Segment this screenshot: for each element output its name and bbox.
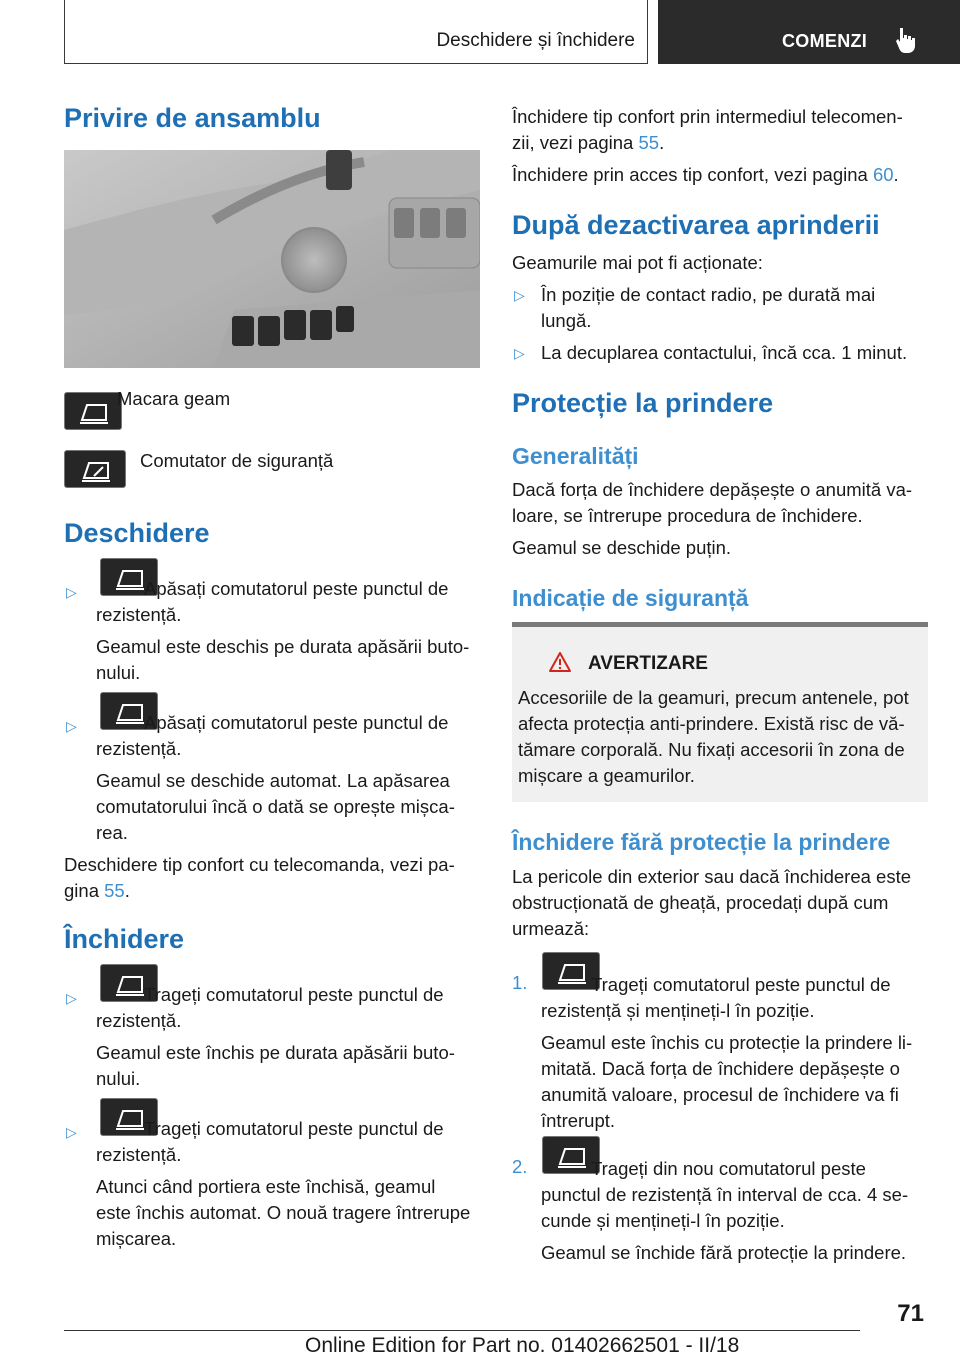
open-item-2-line1: Apăsați comutatorul peste punctul de — [144, 712, 449, 733]
protect-title: Protecție la prindere — [512, 388, 774, 418]
close-item-1-line1: Trageți comutatorul peste punctul de — [144, 984, 444, 1005]
step-2-number: 2. — [512, 1156, 528, 1177]
hand-pointer-icon — [894, 26, 920, 54]
warning-box — [512, 622, 928, 802]
open-title: Deschidere — [64, 518, 210, 548]
noprot-title: Închidere fără protecție la prindere — [512, 829, 891, 855]
open-note-line1: Deschidere tip confort cu telecomanda, vezi pa- — [64, 854, 455, 875]
door-window-switch-photo — [64, 150, 480, 368]
after-title: După dezactivarea aprinderii — [512, 210, 880, 240]
open-item-1-sub1: Geamul este deschis pe durata apăsării buto- — [96, 636, 470, 657]
page-link[interactable]: 60 — [872, 164, 894, 185]
step-1-line1: Trageți comutatorul peste punctul de — [591, 974, 891, 995]
step-2-line1: Trageți din nou comutatorul peste — [591, 1158, 866, 1179]
open-item-2-sub3: rea. — [96, 822, 128, 843]
noprot-line3: urmează: — [512, 918, 590, 939]
page-number: 71 — [897, 1300, 924, 1327]
safety-title: Indicație de siguranță — [512, 585, 749, 611]
general-line2: loare, se întrerupe procedura de închidere. — [512, 505, 863, 526]
step-1-sub4: întrerupt. — [541, 1110, 616, 1131]
step-2-line2: punctul de rezistență în interval de cca. 4 se- — [541, 1184, 909, 1205]
close-item-2-sub3: mișcarea. — [96, 1228, 177, 1249]
bullet-triangle: ▷ — [66, 990, 77, 1006]
open-item-1-sub2: nului. — [96, 662, 141, 683]
overview-title: Privire de ansamblu — [64, 103, 321, 133]
warning-line4: mișcare a geamurilor. — [518, 765, 695, 786]
step-1-line2: rezistență și mențineți-l în poziție. — [541, 1000, 815, 1021]
bullet-triangle: ▷ — [66, 584, 77, 600]
safety-switch-icon — [64, 450, 126, 488]
after-item-1-line1: În poziție de contact radio, pe durată mai — [541, 284, 876, 305]
open-item-2-sub2: comutatorului încă o dată se oprește mișca- — [96, 796, 455, 817]
after-item-1-line2: lungă. — [541, 310, 592, 331]
after-text: Geamurile mai pot fi acționate: — [512, 252, 763, 273]
step-1-number: 1. — [512, 972, 528, 993]
intro-1-line1: Închidere tip confort prin intermediul telecomen- — [512, 106, 903, 127]
close-item-2-sub1: Atunci când portiera este închisă, geamul — [96, 1176, 436, 1197]
bullet-triangle: ▷ — [514, 345, 525, 361]
close-title: Închidere — [64, 924, 185, 954]
step-2-sub2: Geamul se închide fără protecție la prindere. — [541, 1242, 907, 1263]
window-lifter-icon — [64, 392, 122, 430]
close-item-1-sub1: Geamul este închis pe durata apăsării buto- — [96, 1042, 455, 1063]
close-item-1-sub2: nului. — [96, 1068, 141, 1089]
header-tab-label: COMENZI — [782, 31, 868, 51]
step-1-sub1: Geamul este închis cu protecție la prindere li- — [541, 1032, 913, 1053]
header-tab[interactable] — [658, 0, 960, 64]
bullet-triangle: ▷ — [66, 1124, 77, 1140]
noprot-line1: La pericole din exterior sau dacă închiderea este — [512, 866, 912, 887]
warning-line1: Accesoriile de la geamuri, precum antenele, pot — [518, 687, 909, 708]
close-item-2-sub2: este închis automat. O nouă tragere întrerupe — [96, 1202, 471, 1223]
header-section-box — [64, 0, 648, 64]
step-1-sub3: anumită valoare, procesul de închidere va fi — [541, 1084, 899, 1105]
footer-edition: Online Edition for Part no. 01402662501 - II/18 — [305, 1334, 740, 1357]
legend-window-lifter: Macara geam — [117, 388, 231, 409]
close-item-1-line2: rezistență. — [96, 1010, 182, 1031]
legend-safety-switch: Comutator de siguranță — [140, 450, 334, 471]
step-1-sub2: mitată. Dacă forța de închidere depășește o — [541, 1058, 900, 1079]
open-item-1-line1: Apăsați comutatorul peste punctul de — [144, 578, 449, 599]
after-item-2-line1: La decuplarea contactului, încă cca. 1 minut. — [541, 342, 908, 363]
open-item-1-line2: rezistență. — [96, 604, 182, 625]
header-section-title: Deschidere și închidere — [436, 30, 635, 51]
open-item-2-line2: rezistență. — [96, 738, 182, 759]
warning-line3: tămare corporală. Nu fixați accesorii în zona de — [518, 739, 905, 760]
step-2-sub1: cunde și mențineți-l în poziție. — [541, 1210, 785, 1231]
general-line1: Dacă forța de închidere depășește o anumită va- — [512, 479, 913, 500]
warning-triangle-icon — [548, 651, 572, 673]
bullet-triangle: ▷ — [66, 718, 77, 734]
close-item-2-line1: Trageți comutatorul peste punctul de — [144, 1118, 444, 1139]
page-link[interactable]: 55 — [638, 132, 660, 153]
general-line3: Geamul se deschide puțin. — [512, 537, 732, 558]
warning-line2: afecta protecția anti-prindere. Există risc de vă- — [518, 713, 905, 734]
general-title: Generalități — [512, 443, 639, 469]
intro-2: Închidere prin acces tip confort, vezi pagina 60. — [512, 164, 899, 185]
noprot-line2: obstrucționată de gheață, procedați după cum — [512, 892, 889, 913]
open-note-line2: gina 55. — [64, 880, 130, 901]
open-item-2-sub1: Geamul se deschide automat. La apăsarea — [96, 770, 450, 791]
warning-label: AVERTIZARE — [588, 653, 708, 674]
page-link[interactable]: 55 — [104, 880, 125, 901]
bullet-triangle: ▷ — [514, 287, 525, 303]
footer-divider — [64, 1330, 860, 1331]
close-item-2-line2: rezistență. — [96, 1144, 182, 1165]
intro-1-line2: zii, vezi pagina 55. — [512, 132, 665, 153]
